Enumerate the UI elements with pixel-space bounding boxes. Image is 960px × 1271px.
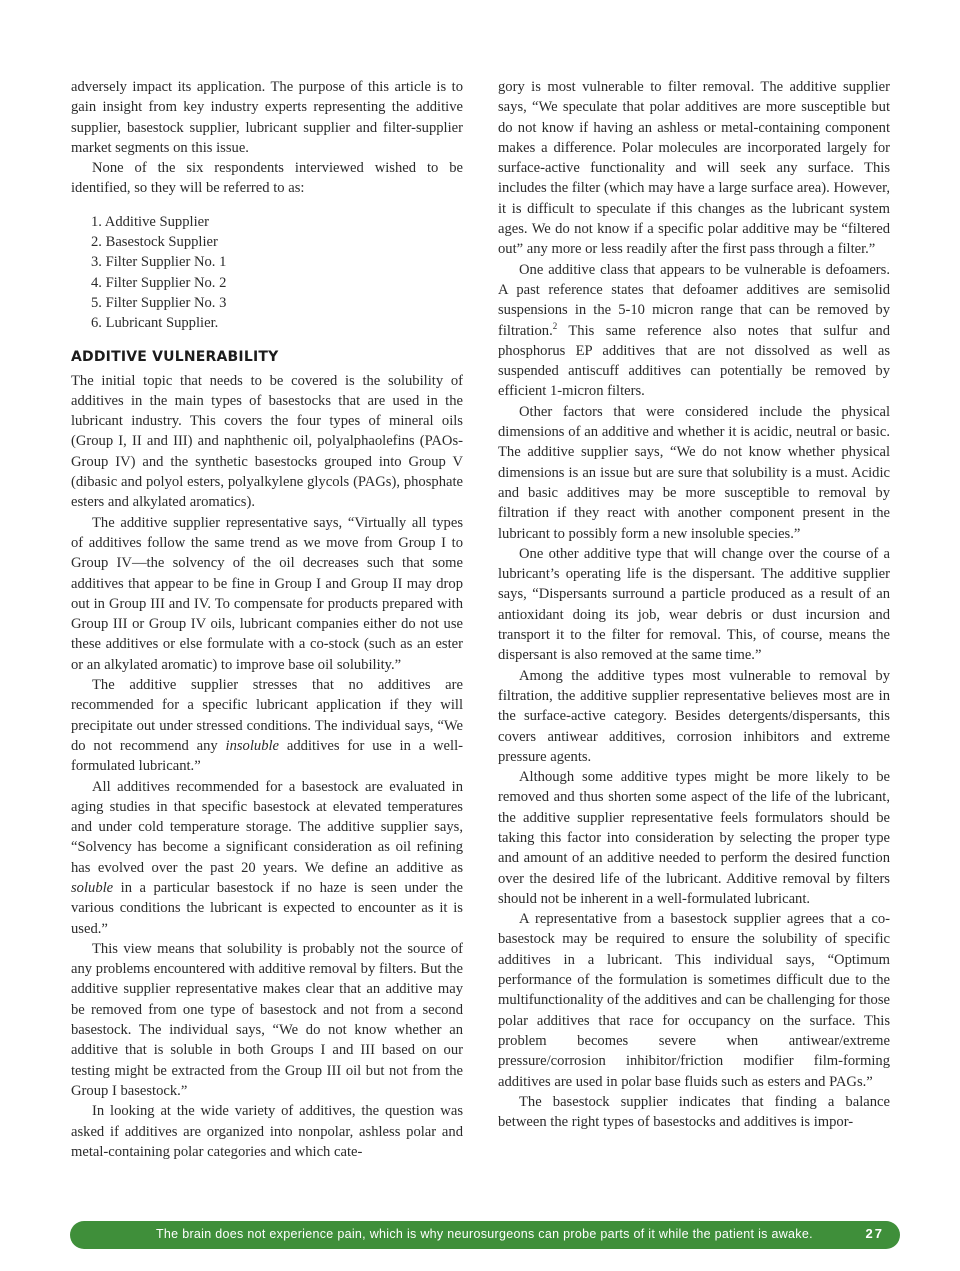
right-column [498,77,890,1132]
intro-paragraph: adversely impact its application. The purpose of this article is to gain insight from key industry experts representing the additive supplier, basestock supplier, lubricant supplier and filter-supplier market segments on this issue. [71,79,463,156]
aging-studies-paragraph [71,777,463,939]
list-item: 3. Filter Supplier No. 1 [91,254,227,271]
footer-fact-text: The brain does not experience pain, which is why neurosurgeons can probe parts of it while the patient is awake. [156,1227,813,1241]
list-item: 5. Filter Supplier No. 3 [91,294,227,311]
respondents-paragraph: None of the six respondents interviewed wished to be identified, so they will be referred to as: [71,160,463,197]
categories-question-paragraph: In looking at the wide variety of additives, the question was asked if additives are organized into nonpolar, ashless polar and metal-containing polar categories and which cate- [71,1103,463,1160]
respondent-list [91,212,463,334]
list-item: 2. Basestock Supplier [91,234,218,251]
basestock-rep-paragraph: A representative from a basestock supplier agrees that a co-basestock may be required to ensure the solubility of specific additives in a lubricant. This individual says, “Optimum performance of the formulation is sometimes difficult due to the multifunctionality of the additives and can be challenging for those polar additives that race for occupancy on the surface. This problem becomes severe when antiwear/extreme pressure/corrosion inhibitor/friction modifier film-forming additives are used in polar base fluids such as esters and PAGs.” [498,911,890,1090]
list-item: 1. Additive Supplier [91,213,209,230]
solubility-view-paragraph: This view means that solubility is probably not the source of any problems encountered with additive removal by filters. But the additive supplier representative makes clear that an additive may be removed from one type of basestock and not from a second basestock. The individual says, “We do not know whether an additive that is soluble in both Groups I and III based on our testing might be extracted from the Group III oil but not from the Group I basestock.” [71,940,463,1099]
left-column [71,77,463,1162]
stress-text-b: additives for use in a well-formulated lubricant.” [71,737,463,775]
dispersant-paragraph: One other additive type that will change over the course of a lubricant’s operating life is the dispersant. The additive supplier says, “Dispersants surround a particle produced as a result of an antioxidant doing its job, wear debris or dust incursion and transport it to the filter for removal. This, of course, means the dispersant is also removed at the same time.” [498,545,890,664]
other-factors-paragraph: Other factors that were considered include the physical dimensions of an additive and whether it is acidic, neutral or basic. The additive supplier says, “We do not know whether physical dimensions is an issue but are sure that solubility is a must. Acidic and basic additives may be more susceptible to removal by filtration if they react with another component present in the lubricant to possibly form a new insoluble species.” [498,403,890,542]
stress-text-a: The additive supplier stresses that no additives are recommended for a specific lubricant application if they will precipitate out under stressed conditions. The individual says, “We do not recommend any [71,677,463,754]
footer-bar [70,1221,900,1249]
stress-paragraph [71,675,463,776]
section-heading: ADDITIVE VULNERABILITY [71,348,279,365]
defoamers-paragraph [498,260,890,402]
defoamers-text-b: This same reference also notes that sulfur and phosphorus EP additives that are not dissolved as well as suspended antiscuff additives can potentially be removed by efficient 1-micron filters. [498,322,890,400]
insoluble-emphasis: insoluble [225,737,280,754]
list-item: 4. Filter Supplier No. 2 [91,274,227,291]
formulators-paragraph: Although some additive types might be more likely to be removed and thus shorten some aspect of the life of the lubricant, the additive supplier representative feels formulators should be taking this factor into consideration by selecting the proper type and amount of an additive needed to perform the desired function over the desired life of the lubricant. Additive removal by filters should not be inherent in a well-formulated lubricant. [498,769,890,907]
polar-vulnerability-paragraph: gory is most vulnerable to filter removal. The additive supplier says, “We speculate that polar additives are more susceptible but do not know if having an ashless or metal-containing component makes a difference. Polar molecules are incorporated largely for surface-active functionality and will seek any surface. This includes the filter (which may have a large surface area). However, it is difficult to speculate if this changes as the lubricant system ages. We do not know if a specific polar additive may be “filtered out” any more or less readily after the first pass through a filter.” [498,79,890,258]
aging-text-a: All additives recommended for a basestock are evaluated in aging studies in that specific basestock at elevated temperatures and under cold temperature storage. The additive supplier says, “Solvency has become a significant consideration as oil refining has evolved over the past 20 years. We define an additive as [71,778,463,876]
aging-text-b: in a particular basestock if no haze is seen under the various conditions the lubricant is expected to encounter as it is used.” [71,879,463,937]
page-number: 27 [865,1226,884,1241]
defoamers-text-a: One additive class that appears to be vulnerable is defoamers. A past reference states that defoamer additives are semisolid suspensions in the 5-10 micron range that can be removed by filtration. [498,261,890,339]
initial-topic-paragraph: The initial topic that needs to be covered is the solubility of additives in the main types of basestocks that are used in the lubricant industry. This covers the four types of mineral oils (Group I, II and III) and naphthenic oil, polyalphaolefins (PAOs-Group IV) and the synthetic basestocks grouped into Group V (dibasic and polyol esters, polyalkylene glycols (PAGs), phosphate esters and alkylated aromatics). [71,372,463,511]
balance-paragraph: The basestock supplier indicates that finding a balance between the right types of basestocks and additives is impor- [498,1093,890,1131]
soluble-emphasis: soluble [71,879,114,896]
surface-active-paragraph: Among the additive types most vulnerable to removal by filtration, the additive supplier representative believes most are in the surface-active category. Besides detergents/dispersants, this covers antiwear additives, corrosion inhibitors and extreme pressure agents. [498,667,890,765]
list-item: 6. Lubricant Supplier. [91,315,219,332]
additive-rep-paragraph: The additive supplier representative says, “Virtually all types of additives follow the same trend as we move from Group I to Group IV—the solvency of the oil decreases such that some additives that appear to be fine in Group I and Group II may drop out in Group III and IV. To compensate for products prepared with Group III or Group IV oils, lubricant companies either do not use these additives or else formulate with a co-stock (such as an ester or an alkylated aromatic) to improve base oil solubility.” [71,514,463,673]
reference-superscript: 2 [552,320,558,331]
